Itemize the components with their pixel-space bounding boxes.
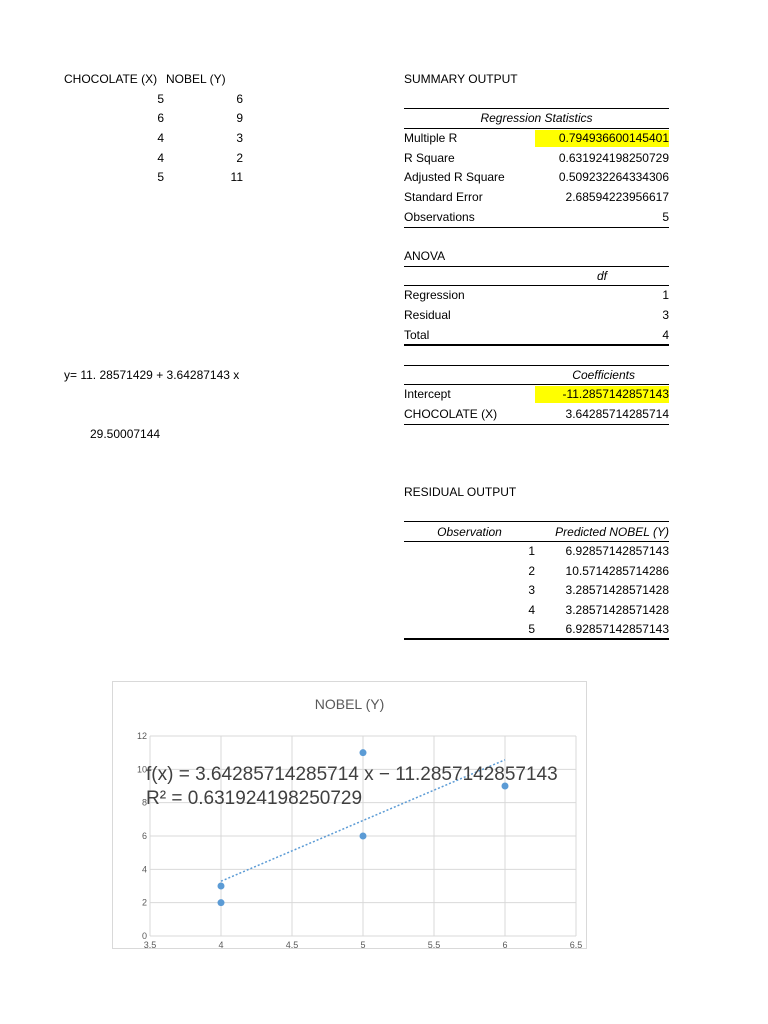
data-point (360, 749, 367, 756)
y-tick-label: 0 (141, 931, 147, 941)
residual-obs: 3 (528, 583, 535, 597)
table-rule (404, 521, 669, 522)
anova-title: ANOVA (404, 249, 446, 263)
residual-pred: 10.5714285714286 (565, 564, 669, 578)
residual-pred: 6.92857142857143 (565, 622, 669, 636)
anova-row-df: 3 (662, 308, 669, 322)
table-rule (404, 128, 669, 129)
stat-label: R Square (404, 151, 455, 165)
regression-equation: y= 11. 28571429 + 3.64287143 x (64, 368, 240, 382)
x-tick-label: 5 (360, 940, 366, 950)
stat-label: Observations (404, 210, 475, 224)
anova-row-label: Regression (404, 288, 465, 302)
anova-row-df: 1 (662, 288, 669, 302)
table-rule (404, 638, 669, 640)
cell-y: 9 (236, 111, 243, 125)
cell-x: 4 (157, 131, 164, 145)
coefficients-header: Coefficients (572, 368, 635, 382)
stat-label: Adjusted R Square (404, 170, 505, 184)
header-chocolate-x: CHOCOLATE (X) (64, 72, 158, 86)
table-rule (404, 541, 669, 542)
data-point (218, 899, 225, 906)
residual-pred: 3.28571428571428 (565, 583, 669, 597)
x-tick-label: 5.5 (427, 940, 441, 950)
table-rule (404, 384, 669, 385)
anova-row-label: Residual (404, 308, 451, 322)
data-point (218, 883, 225, 890)
cell-y: 2 (236, 151, 243, 165)
anova-df-header: df (596, 269, 607, 283)
chart-plot (113, 682, 587, 949)
summary-title: SUMMARY OUTPUT (404, 72, 518, 86)
residual-obs: 2 (528, 564, 535, 578)
residual-obs: 1 (528, 544, 535, 558)
y-tick-label: 12 (136, 731, 147, 741)
coef-label: CHOCOLATE (X) (404, 407, 498, 421)
y-tick-label: 6 (141, 831, 147, 841)
coef-value-highlighted: -11.2857142857143 (535, 386, 669, 403)
table-rule (404, 227, 669, 228)
table-rule (404, 424, 669, 425)
coef-value: 3.64285714285714 (565, 407, 669, 421)
residual-predicted-header: Predicted NOBEL (Y) (555, 525, 669, 539)
stat-value: 0.509232264334306 (558, 170, 669, 184)
x-tick-label: 6 (502, 940, 508, 950)
cell-x: 5 (157, 92, 164, 106)
coef-label: Intercept (404, 387, 451, 401)
residual-observation-header: Observation (437, 525, 502, 539)
stat-value: 5 (662, 210, 669, 224)
residual-pred: 3.28571428571428 (565, 603, 669, 617)
cell-y: 11 (230, 170, 243, 184)
y-tick-label: 2 (141, 897, 147, 908)
residual-obs: 4 (528, 603, 535, 617)
y-tick-label: 10 (136, 764, 147, 775)
trendline-r-squared: R² = 0.631924198250729 (146, 788, 363, 809)
data-point (360, 833, 367, 840)
table-rule (404, 108, 669, 109)
x-tick-label: 4.5 (285, 940, 299, 950)
regression-statistics-header: Regression Statistics (480, 111, 593, 125)
trendline-equation: f(x) = 3.64285714285714 x − 11.2857142857143 (146, 764, 558, 785)
residual-obs: 5 (528, 622, 535, 636)
x-tick-label: 3.5 (143, 940, 157, 950)
stat-value: 0.631924198250729 (558, 151, 669, 165)
y-tick-label: 8 (141, 797, 147, 808)
table-rule (404, 365, 669, 366)
cell-x: 6 (157, 111, 164, 125)
computed-value: 29.50007144 (90, 427, 161, 441)
header-nobel-y: NOBEL (Y) (166, 72, 226, 86)
table-rule (404, 266, 669, 267)
residual-pred: 6.92857142857143 (565, 544, 669, 558)
stat-label: Multiple R (404, 131, 458, 145)
scatter-chart[interactable] (112, 681, 587, 949)
stat-value-highlighted: 0.794936600145401 (535, 130, 669, 147)
x-tick-label: 4 (218, 940, 224, 950)
anova-row-df: 4 (662, 328, 669, 342)
x-tick-label: 6.5 (569, 940, 583, 950)
stat-value: 2.68594223956617 (565, 190, 669, 204)
chart-title: NOBEL (Y) (314, 696, 385, 712)
y-tick-label: 4 (141, 864, 147, 875)
cell-y: 6 (236, 92, 243, 106)
table-rule (404, 285, 669, 286)
cell-x: 5 (157, 170, 164, 184)
anova-row-label: Total (404, 328, 430, 342)
cell-x: 4 (157, 151, 164, 165)
stat-label: Standard Error (404, 190, 483, 204)
cell-y: 3 (236, 131, 243, 145)
residual-title: RESIDUAL OUTPUT (404, 485, 517, 499)
table-rule (404, 344, 669, 346)
